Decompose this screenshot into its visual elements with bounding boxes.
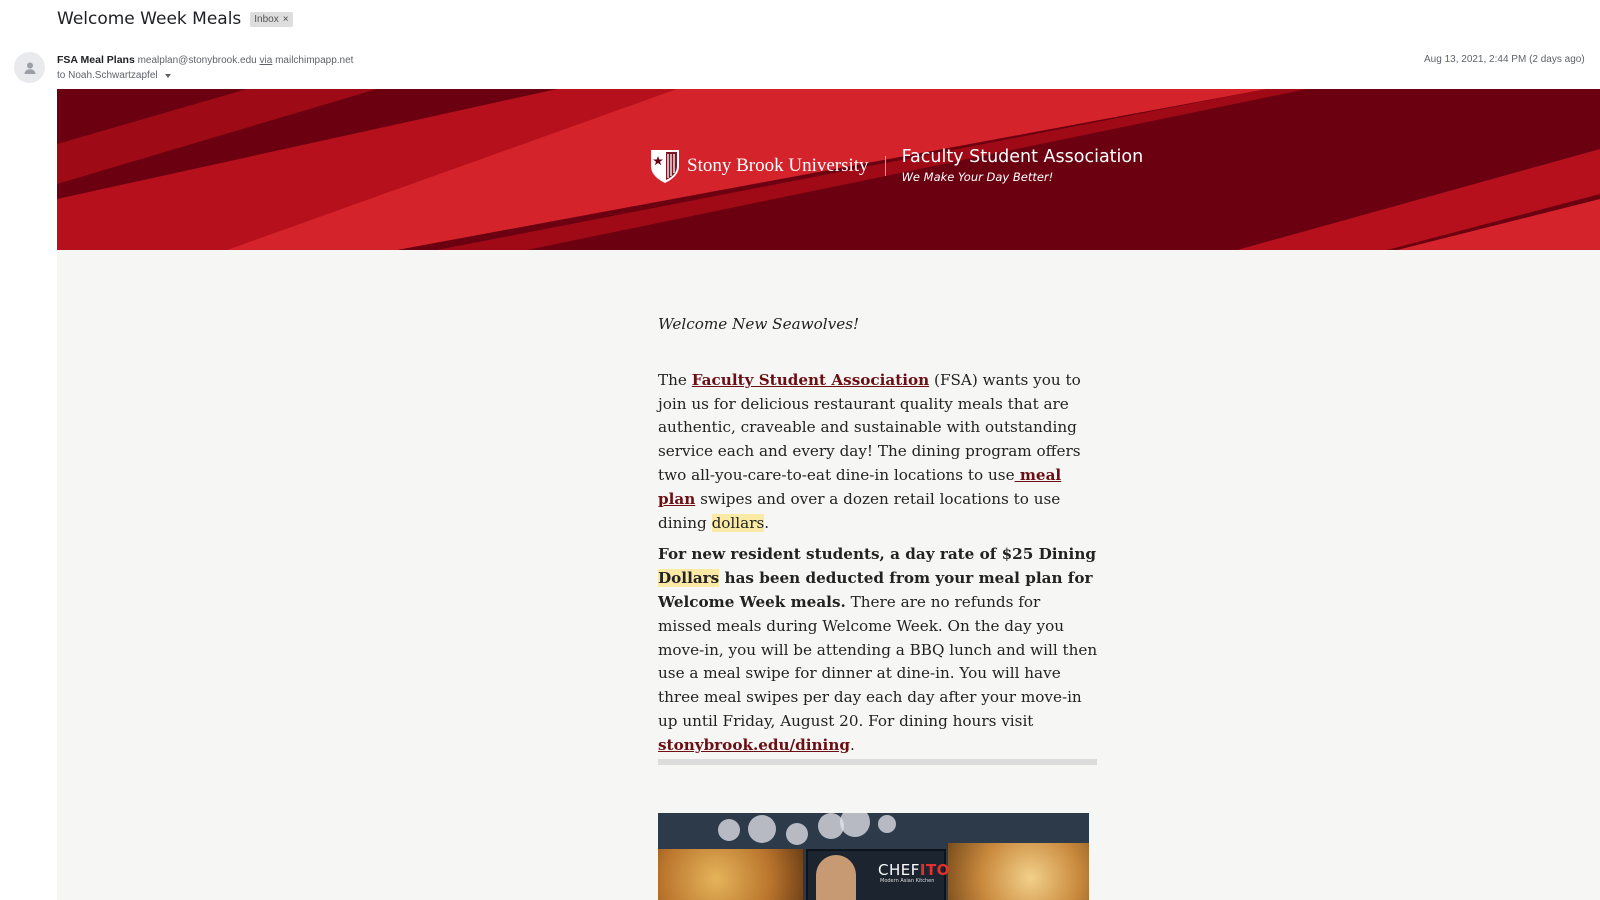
chefito-panel xyxy=(806,849,950,900)
via-link[interactable]: via xyxy=(259,55,273,66)
decor-bubble xyxy=(840,813,870,837)
highlighted-dining-dollars: Dollars xyxy=(658,569,720,588)
chefito-promo-image[interactable] xyxy=(658,813,1089,900)
sender-line xyxy=(57,54,353,66)
chef-portrait xyxy=(816,855,856,900)
fsa-link[interactable]: Faculty Student Association xyxy=(691,370,930,389)
remove-label-icon[interactable]: × xyxy=(282,13,289,25)
section-divider xyxy=(658,759,1097,765)
greeting: Welcome New Seawolves! xyxy=(658,315,860,333)
association-tagline: We Make Your Day Better! xyxy=(901,170,1054,184)
header-banner xyxy=(57,89,1600,250)
food-dish-left xyxy=(658,849,803,900)
chefito-logo-b: ITO xyxy=(919,861,950,879)
p2-bold-a: For new resident students, a day rate of $25 Dining xyxy=(658,545,1096,564)
via-domain: mailchimpapp.net xyxy=(275,55,354,66)
p1-text-a: The xyxy=(658,370,692,389)
decor-bubble xyxy=(786,823,808,845)
p2-end: . xyxy=(850,735,855,754)
association-block xyxy=(902,147,1144,184)
decor-bubble xyxy=(718,819,740,841)
banner-brand xyxy=(649,147,1143,184)
association-name: Faculty Student Association xyxy=(901,147,1144,167)
p1-text-c: swipes and over a dozen retail locations to use dining xyxy=(658,489,1061,532)
email-content xyxy=(658,313,1098,758)
paragraph-intro xyxy=(658,369,1098,536)
chefito-subtitle: Modern Asian Kitchen xyxy=(880,878,935,884)
email-subject: Welcome Week Meals xyxy=(57,9,242,29)
p2-bold-b: has been deducted from your meal plan for Welcome Week meals. xyxy=(658,569,1093,611)
show-details-chevron-down-icon[interactable] xyxy=(165,74,171,78)
p1-text-b: (FSA) wants you to join us for delicious restaurant quality meals that are authentic, craveable and sustainable with outstanding service each and every day! The dining program offers two all-you-care-to-eat dine-in locations to use xyxy=(658,370,1081,484)
dining-link[interactable]: stonybrook.edu/dining xyxy=(658,735,850,754)
p2-text: There are no refunds for missed meals during Welcome Week. On the day you move-in, you will be attending a BBQ lunch and will then use a meal swipe for dinner at dine-in. You will have three meal swipes per day each day after your move-in up until Friday, August 20. For dining hours visit xyxy=(658,592,1098,730)
stony-brook-shield-icon xyxy=(649,148,681,184)
sender-email: mealplan@stonybrook.edu xyxy=(137,55,257,66)
meal-plan-link[interactable]: meal plan xyxy=(658,465,1062,508)
recipient-line xyxy=(57,70,171,81)
food-dish-right xyxy=(948,843,1089,900)
decor-bubble xyxy=(748,815,776,843)
decor-bubble xyxy=(878,815,896,833)
person-icon xyxy=(22,60,38,76)
brand-divider xyxy=(885,156,886,176)
subject-row xyxy=(57,9,293,29)
sender-avatar[interactable] xyxy=(14,52,45,83)
chefito-logo-a: CHEF xyxy=(878,861,920,879)
chefito-logo xyxy=(878,861,950,879)
inbox-label-chip[interactable] xyxy=(250,12,292,27)
highlighted-dollars: dollars xyxy=(711,513,765,532)
recipient-text: to Noah.Schwartzapfel xyxy=(57,70,158,81)
sender-name[interactable]: FSA Meal Plans xyxy=(57,54,135,66)
email-date: Aug 13, 2021, 2:44 PM (2 days ago) xyxy=(1424,54,1585,65)
p1-text-d: . xyxy=(764,513,770,532)
university-name: Stony Brook University xyxy=(687,154,869,176)
paragraph-welcome-week xyxy=(658,543,1098,757)
inbox-label-text: Inbox xyxy=(254,13,279,25)
